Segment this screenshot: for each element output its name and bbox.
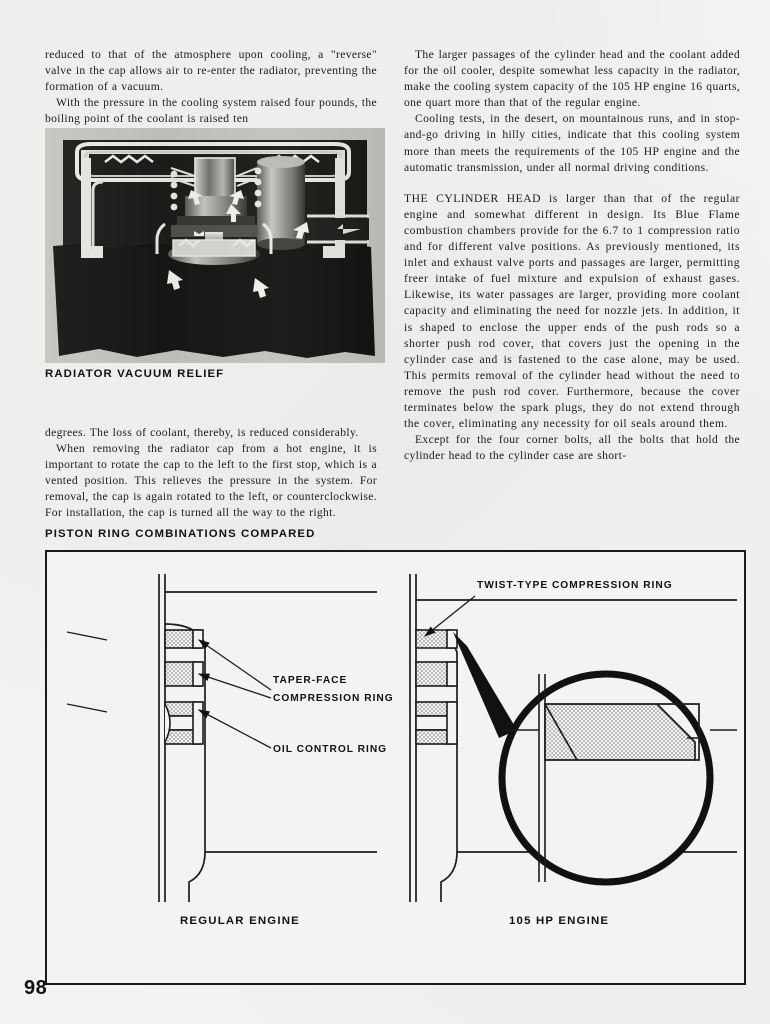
- twist-type-ring-label: TWIST-TYPE COMPRESSION RING: [477, 580, 673, 591]
- radiator-vacuum-relief-photo: [45, 128, 385, 363]
- paragraph: Cooling tests, in the desert, on mountainous runs, and in stop-and-go driving in hilly cities, indicate that this cooling system more than meets the requirements of the 105 HP engine and the automatic transmission, under all normal driving conditions.: [404, 112, 740, 174]
- oil-control-ring-label: OIL CONTROL RING: [273, 744, 388, 755]
- paragraph: The larger passages of the cylinder head and the coolant added for the oil cooler, despite somewhat less capacity in the radiator, make the cooling system capacity of the 105 HP engine 16 quarts, one quart more than that of the regular engine.: [404, 48, 740, 110]
- left-column-bottom-text: [45, 425, 377, 522]
- paragraph: THE CYLINDER HEAD is larger than that of the regular engine and somewhat different in design. Its Blue Flame combustion chambers provide for the 6.7 to 1 compression ratio and for different valve positions. As previously mentioned, its inlet and exhaust valve ports and passages are larger, permitting freer intake of fuel mixture and expulsion of exhaust gases. Likewise, its water passages are larger, providing more coolant capacity and eliminating the need for nozzle jets. In addition, it is shaped to enclose the upper ends of the push rods so a shorter push rod cover, that covers just the opening in the cylinder case and is fastened to the case alone, may be used. This permits removal of the cylinder head without the need to remove the push rod cover. Furthermore, because the cover terminates below the spark plugs, they do not extend through the cover, eliminating any necessity for oil seals around them.: [404, 191, 740, 431]
- left-column-top-text: [45, 47, 377, 127]
- paragraph: degrees. The loss of coolant, thereby, is reduced considerably.: [45, 426, 359, 439]
- hp105-engine-label: 105 HP ENGINE: [509, 915, 610, 927]
- paragraph: Except for the four corner bolts, all the bolts that hold the cylinder head to the cylinder case are short-: [404, 433, 740, 463]
- paragraph: With the pressure in the cooling system raised four pounds, the boiling point of the coolant is raised ten: [45, 96, 377, 126]
- taper-face-label-line2: COMPRESSION RING: [273, 693, 394, 704]
- paragraph: When removing the radiator cap from a hot engine, it is important to rotate the cap to the left to the first stop, which is a vented position. This relieves the pressure in the system. For removal, the cap is again rotated to the left, or counterclockwise. For installation, the cap is turned all the way to the right.: [45, 442, 377, 520]
- page-number: 98: [24, 977, 48, 999]
- taper-face-label-line1: TAPER-FACE: [273, 675, 348, 686]
- paragraph: reduced to that of the atmosphere upon cooling, a "reverse" valve in the cap allows air to re-enter the radiator, preventing the formation of a vacuum.: [45, 48, 377, 94]
- piston-ring-comparison-figure: [45, 550, 746, 985]
- right-column-text: [404, 47, 740, 464]
- radiator-figure-caption: RADIATOR VACUUM RELIEF: [45, 368, 225, 380]
- regular-engine-label: REGULAR ENGINE: [180, 915, 300, 927]
- piston-figure-caption: PISTON RING COMBINATIONS COMPARED: [45, 528, 316, 540]
